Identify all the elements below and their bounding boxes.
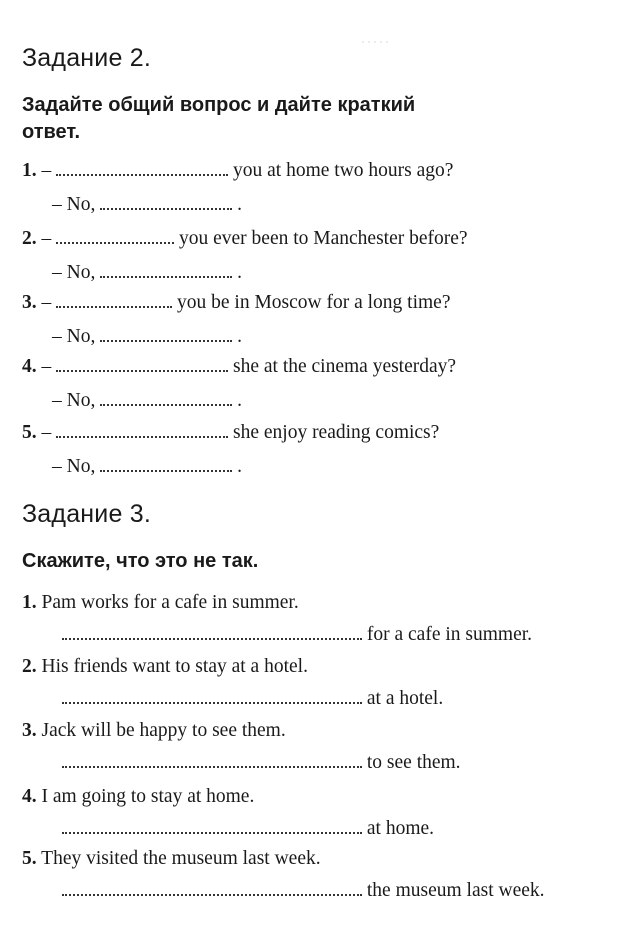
task3-answer-3: [62, 752, 461, 774]
blank-field[interactable]: [100, 390, 232, 406]
answer-prefix: – No,: [52, 456, 96, 477]
blank-field[interactable]: [56, 292, 172, 308]
dash: –: [41, 228, 52, 249]
dash: –: [41, 160, 52, 181]
task3-answer-2: [62, 688, 443, 710]
task2-answer-2: [52, 262, 242, 284]
task2-question-2: [22, 228, 468, 250]
blank-field[interactable]: [62, 752, 362, 768]
sentence-text: Jack will be happy to see them.: [41, 720, 286, 741]
task3-sentence-3: [22, 720, 286, 742]
blank-field[interactable]: [100, 326, 232, 342]
task2-answer-5: [52, 456, 242, 478]
task2-instruction-line2: ответ.: [22, 121, 80, 143]
task3-answer-5: [62, 880, 545, 902]
sentence-text: I am going to stay at home.: [41, 786, 255, 807]
task2-answer-3: [52, 326, 242, 348]
blank-field[interactable]: [62, 818, 362, 834]
item-number: 1.: [22, 592, 37, 613]
item-number: 1.: [22, 160, 37, 181]
item-number: 4.: [22, 356, 37, 377]
task2-instruction: [22, 92, 415, 146]
blank-field[interactable]: [100, 456, 232, 472]
blank-field[interactable]: [62, 624, 362, 640]
task2-instruction-line1: Задайте общий вопрос и дайте краткий: [22, 94, 416, 116]
item-number: 4.: [22, 786, 37, 807]
question-text: she at the cinema yesterday?: [233, 356, 457, 377]
blank-field[interactable]: [62, 880, 362, 896]
question-text: she enjoy reading comics?: [233, 422, 440, 443]
answer-prefix: – No,: [52, 326, 96, 347]
task3-answer-4: [62, 818, 434, 840]
blank-field[interactable]: [62, 688, 362, 704]
completion-text: at a hotel.: [366, 688, 444, 709]
answer-end: .: [237, 262, 242, 283]
task2-question-3: [22, 292, 451, 314]
dash: –: [41, 292, 52, 313]
task2-answer-1: [52, 194, 242, 216]
task2-heading: Задание 2.: [22, 44, 151, 72]
blank-field[interactable]: [100, 262, 232, 278]
completion-text: at home.: [366, 818, 435, 839]
task3-heading: Задание 3.: [22, 500, 151, 528]
task2-answer-4: [52, 390, 242, 412]
item-number: 2.: [22, 656, 37, 677]
answer-prefix: – No,: [52, 390, 96, 411]
task2-question-5: [22, 422, 439, 444]
task3-sentence-5: [22, 848, 321, 870]
task2-question-1: [22, 160, 453, 182]
blank-field[interactable]: [100, 194, 232, 210]
sentence-text: His friends want to stay at a hotel.: [41, 656, 308, 677]
sentence-text: Pam works for a cafe in summer.: [41, 592, 299, 613]
task3-instruction: Скажите, что это не так.: [22, 550, 259, 572]
task2-question-4: [22, 356, 456, 378]
dash: –: [41, 422, 52, 443]
question-text: you at home two hours ago?: [233, 160, 454, 181]
item-number: 5.: [22, 848, 37, 869]
question-text: you be in Moscow for a long time?: [177, 292, 451, 313]
item-number: 3.: [22, 292, 37, 313]
task3-sentence-2: [22, 656, 308, 678]
item-number: 5.: [22, 422, 37, 443]
bleed-through-text: ·····: [360, 32, 390, 52]
task3-sentence-1: [22, 592, 299, 614]
answer-end: .: [237, 194, 242, 215]
answer-end: .: [237, 326, 242, 347]
answer-prefix: – No,: [52, 262, 96, 283]
answer-end: .: [237, 456, 242, 477]
task3-sentence-4: [22, 786, 254, 808]
blank-field[interactable]: [56, 422, 228, 438]
item-number: 2.: [22, 228, 37, 249]
task3-answer-1: [62, 624, 532, 646]
answer-end: .: [237, 390, 242, 411]
blank-field[interactable]: [56, 160, 228, 176]
question-text: you ever been to Manchester before?: [179, 228, 468, 249]
item-number: 3.: [22, 720, 37, 741]
blank-field[interactable]: [56, 228, 174, 244]
answer-prefix: – No,: [52, 194, 96, 215]
completion-text: to see them.: [366, 752, 461, 773]
dash: –: [41, 356, 52, 377]
sentence-text: They visited the museum last week.: [41, 848, 321, 869]
blank-field[interactable]: [56, 356, 228, 372]
completion-text: for a cafe in summer.: [366, 624, 533, 645]
completion-text: the museum last week.: [366, 880, 545, 901]
